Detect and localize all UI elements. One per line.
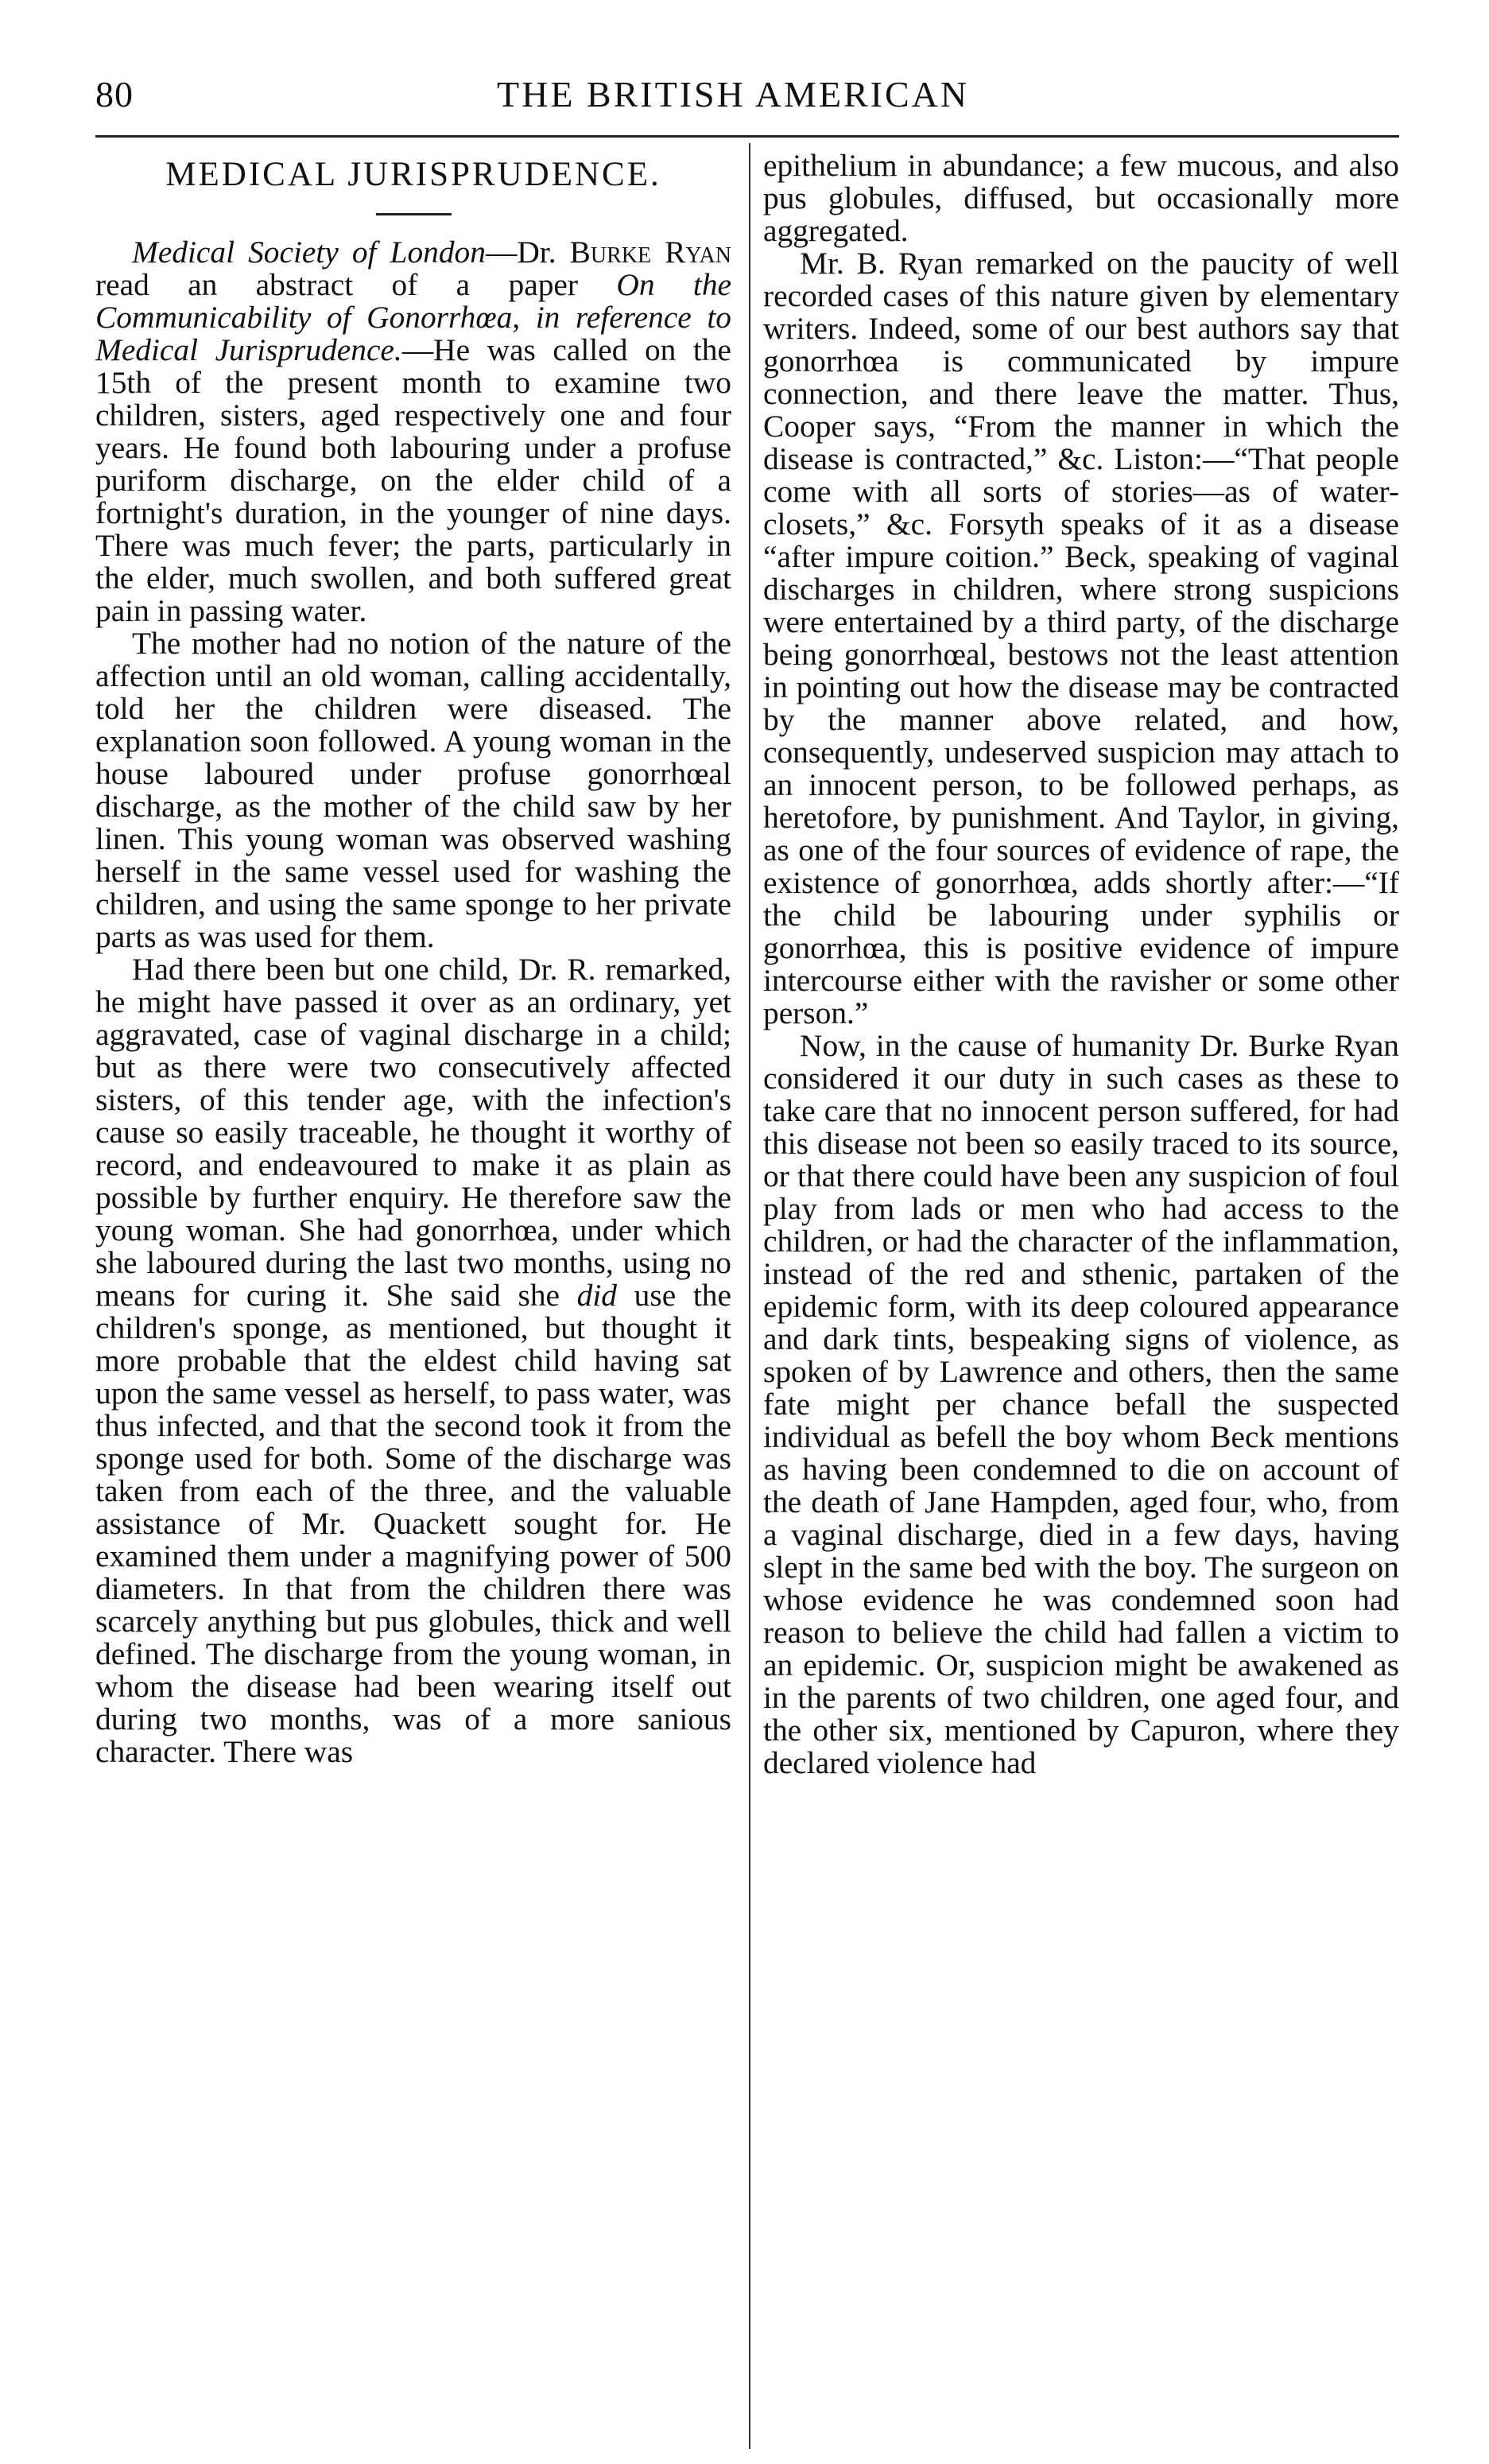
lead-author: Burke Ryan [569,235,731,270]
paragraph-3-part-b: use the children's sponge, as mentioned, but thought it more probable that the eldest child having sat upon the same vessel as herself, to pass water, was thus infected, and that the second took it from the sponge used for both. Some of the discharge was taken from each of the three, and the valuable assistance of Mr. Quackett sought for. He examined them under a magnifying power of 500 diameters. In that from the children there was scarcely anything but pus globules, thick and well defined. The discharge from the young woman, in whom the disease had been wearing itself out during two months, was of a more sanious character. There was [95,1278,731,1769]
column-divider [749,143,750,2449]
paragraph-1 [95,236,731,627]
lead-dash: —Dr. [485,235,556,270]
paper-title: On the Communicability of Gonorrhœa, in reference to Medical Jurisprudence. [95,267,731,367]
lead-society: Medical Society of London [132,235,486,270]
header-rule [95,135,1399,138]
paragraph-4: Mr. B. Ryan remarked on the paucity of well recorded cases of this nature given by elementary writers. Indeed, some of our best authors say that gonorrhœa is communicated by impure connection, and there leave the matter. Thus, Cooper says, “From the manner in which the disease is contracted,” &c. Liston:—“That people come with all sorts of stories—as of water-closets,” &c. Forsyth speaks of it as a disease “after impure coition.” Beck, speaking of vaginal discharges in children, where strong suspicions were entertained by a third party, of the discharge being gonorrhœal, bestows not the least attention in pointing out how the disease may be contracted by the manner above related, and how, consequently, undeserved suspicion may attach to an innocent person, to be followed perhaps, as heretofore, by punishment. And Taylor, in giving, as one of the four sources of evidence of rape, the existence of gonorrhœa, adds shortly after:—“If the child be labouring under syphilis or gonorrhœa, this is positive evidence of impure intercourse either with the ravisher or some other person.” [763,246,1399,1030]
paragraph-3-part-a: Had there been but one child, Dr. R. remarked, he might have passed it over as an ordinary, yet aggravated, case of vaginal discharge in a child; but as there were two consecutively affected sisters, of this tender age, with the infection's cause so easily traceable, he thought it worthy of record, and endeavoured to make it as plain as possible by further enquiry. He therefore saw the young woman. She had gonorrhœa, under which she laboured during the last two months, using no means for curing it. She said she [95,952,731,1313]
paragraph-3-continued: epithelium in abundance; a few mucous, and also pus globules, diffused, but occasionally more aggregated. [763,148,1399,248]
running-head [95,73,1399,129]
journal-title: THE BRITISH AMERICAN [497,74,970,114]
lead-text: read an abstract of a paper [95,267,617,302]
right-column [763,149,1399,2439]
paragraph-2: The mother had no notion of the nature of the affection until an old woman, calling accidentally, told her the children were diseased. The explanation soon followed. A young woman in the house laboured under profuse gonorrhœal discharge, as the mother of the child saw by her linen. This young woman was observed washing herself in the same vessel used for washing the children, and using the same sponge to her private parts as was used for them. [95,626,731,954]
page-number: 80 [95,74,134,114]
paragraph-1-body: —He was called on the 15th of the present month to examine two children, sisters, aged respectively one and four years. He found both labouring under a profuse puriform discharge, on the elder child of a fortnight's duration, in the younger of nine days. There was much fever; the parts, particularly in the elder, much swollen, and both suffered great pain in passing water. [95,332,731,628]
left-column [95,149,731,2439]
paragraph-3 [95,953,731,1768]
section-heading: MEDICAL JURISPRUDENCE. [165,156,661,193]
paragraph-3-emphasis: did [576,1278,618,1313]
paragraph-5: Now, in the cause of humanity Dr. Burke Ryan considered it our duty in such cases as these to take care that no innocent person suffered, for had this disease not been so easily traced to its source, or that there could have been any suspicion of foul play from lads or men who had access to the children, or had the character of the inflammation, instead of the red and sthenic, partaken of the epidemic form, with its deep coloured appearance and dark tints, bespeaking signs of violence, as spoken of by Lawrence and others, then the same fate might per chance befall the suspected individual as befell the boy whom Beck mentions as having been condemned to die on account of the death of Jane Hampden, aged four, who, from a vaginal discharge, died in a few days, having slept in the same bed with the boy. The surgeon on whose evidence he was condemned soon had reason to believe the child had fallen a victim to an epidemic. Or, suspicion might be awakened as in the parents of two children, one aged four, and the other six, mentioned by Capuron, where they declared violence had [763,1028,1399,1780]
heading-rule [376,213,452,215]
